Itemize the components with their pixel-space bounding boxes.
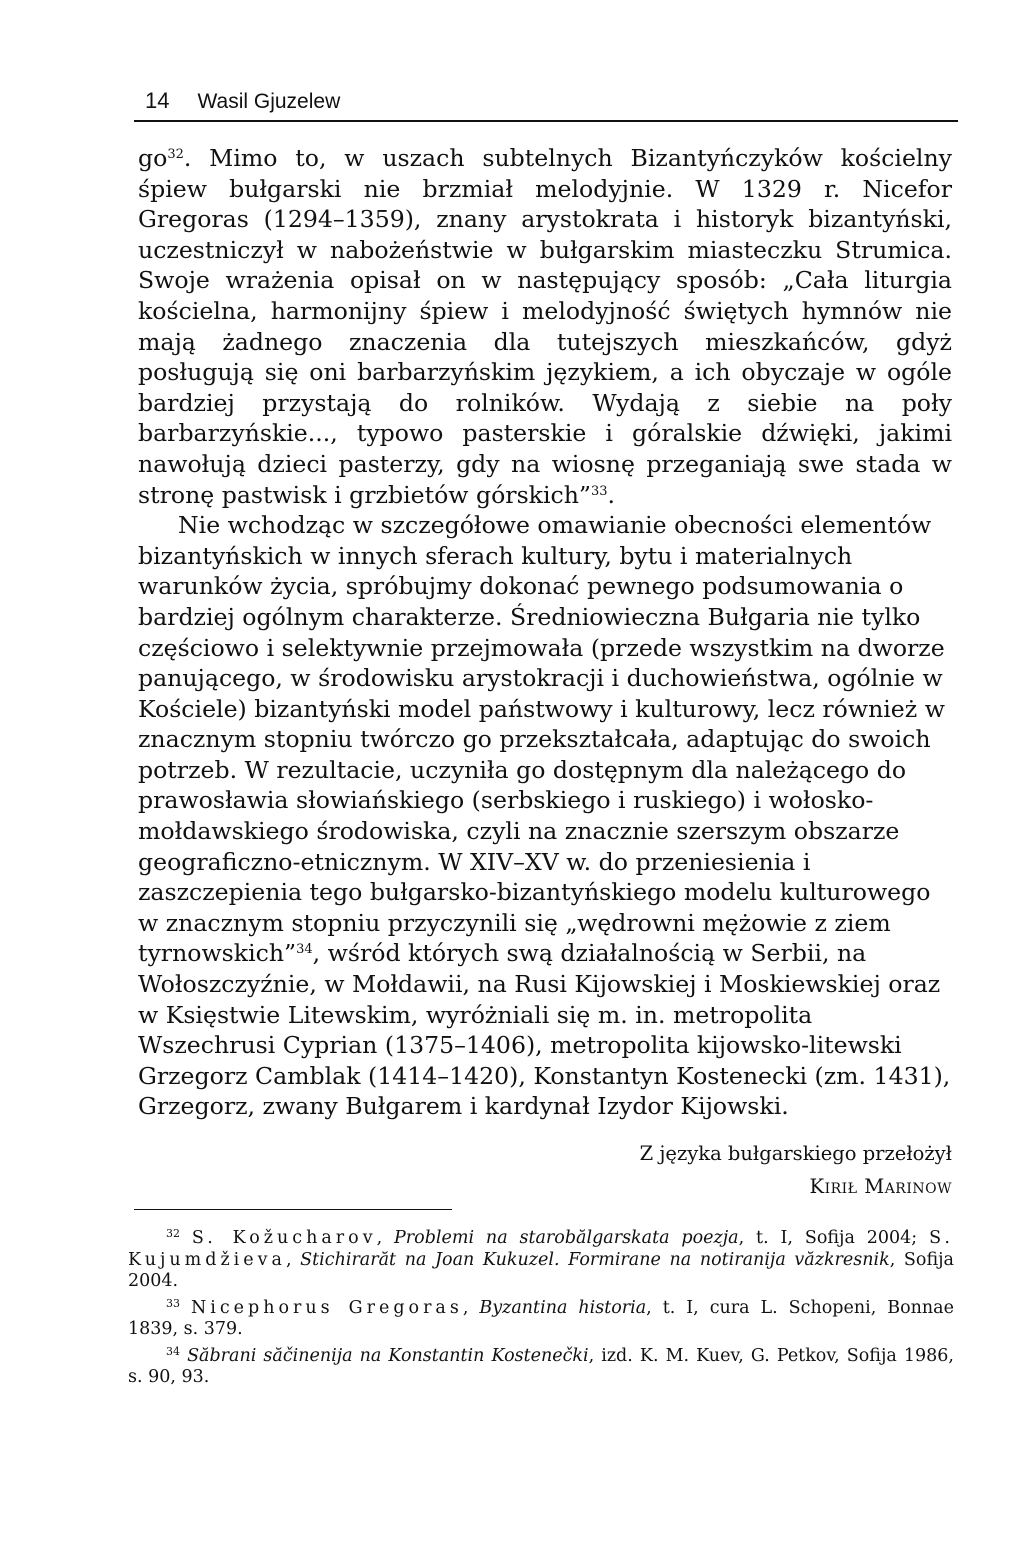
footnote-34 xyxy=(128,1346,954,1389)
header-rule xyxy=(134,120,958,122)
footnote-number: 34 xyxy=(166,1344,180,1358)
footnote-ref-32[interactable]: 32 xyxy=(167,147,184,162)
paragraph-2-text-cont: , wśród których swą działalnością w Serbii, na Wołoszczyźnie, w Mołdawii, na Rusi Kijowskiej i Moskiewskiej oraz w Księstwie Litewskim, wyróżniali się m. in. metropolita Wszechrusi Cyprian (1375–1406), metropolita kijowsko-litewski Grzegorz Camblak (1414–1420), Konstantyn Kostenecki (zm. 1431), Grzegorz, zwany Bułgarem i kardynał Izydor Kijowski. xyxy=(138,939,951,1121)
footnote-title: Problemi na starobălgarskata poezja xyxy=(394,1228,739,1248)
footnote-number: 32 xyxy=(166,1227,180,1240)
footnote-ref-34[interactable]: 34 xyxy=(296,942,313,958)
translator-credit xyxy=(640,1137,952,1203)
footnote-author: S. Kujumdžieva xyxy=(128,1228,954,1270)
paragraph-2 xyxy=(138,510,952,1122)
footnotes xyxy=(128,1228,954,1394)
footnote-title: Byzantina historia xyxy=(479,1297,647,1318)
translator-name: Kirił Marinow xyxy=(809,1175,952,1198)
footnote-rule xyxy=(134,1209,452,1210)
footnote-text: , izd. K. M. Kuev, G. Petkov, Sofija 1986, s. 90, 93. xyxy=(128,1345,954,1387)
paragraph-1-text: . Mimo to, w uszach subtelnych Bizantyńczyków kościelny śpiew bułgarski nie brzmiał melodyjnie. W 1329 r. Nicefor Gregoras (1294–1359), znany arystokrata i historyk bizantyński, uczestniczył w nabożeństwie w bułgarskim miasteczku Strumica. Swoje wrażenia opisał on w następujący sposób: „Cała liturgia kościelna, harmonijny śpiew i melodyjność świętych hymnów nie mają żadnego znaczenia dla tutejszych mieszkańców, gdyż posługują się oni barbarzyńskim językiem, a ich obyczaje w ogóle bardziej przystają do rolników. Wydają z siebie na poły barbarzyńskie..., typowo pasterskie i góralskie dźwięki, jakimi nawołują dzieci pasterzy, gdy na wiosnę przeganiają swe stada w stronę pastwisk i grzbietów górskich” xyxy=(138,144,952,509)
body-text xyxy=(138,143,952,1122)
page-number: 14 xyxy=(145,88,170,113)
footnote-33: $^{33}$ Nicephorus Gregoras, Byzantina historia, t. I, cura L. Schopeni, Bonnae 1839, s. 379. xyxy=(128,1296,954,1339)
footnote-title: Stichirarăt na Joan Kukuzel. Formirane na notiranija văzkresnik xyxy=(300,1249,890,1270)
running-head xyxy=(145,88,957,114)
translator-line: Z języka bułgarskiego przełożył xyxy=(639,1142,952,1165)
paragraph-2-text: Nie wchodząc w szczegółowe omawianie obecności elementów bizantyńskich w innych sferach kultury, bytu i materialnych warunków życia, spróbujmy dokonać pewnego podsumowania o bardziej ogólnym charakterze. Średniowieczna Bułgaria nie tylko częściowo i selektywnie przejmowała (przede wszystkim na dworze panującego, w środowisku arystokracji i duchowieństwa, ogólnie w Kościele) bizantyński model państwowy i kulturowy, lecz również w znacznym stopniu twórczo go przekształcała, adaptując do swoich potrzeb. W rezultacie, uczyniła go dostępnym dla należącego do prawosławia słowiańskiego (serbskiego i ruskiego) i wołosko-mołdawskiego środowiska, czyli na znacznie szerszym obszarze geograficzno-etnicznym. W XIV–XV w. do przeniesienia i zaszczepienia tego bułgarsko-bizantyńskiego modelu kulturowego w znacznym stopniu przyczynili się „wędrowni mężowie z ziem tyrnowskich” xyxy=(138,511,945,968)
running-head-author: Wasil Gjuzelew xyxy=(197,90,341,113)
footnote-number: 33 xyxy=(166,1296,180,1310)
footnote-32: $^{32}$ S. Kožucharov, Problemi na starobălgarskata poezja, t. I, Sofija 2004; S. Kujumdžieva, Stichirarăt na Joan Kukuzel. Formirane na notiranija văzkresnik, Sofija 2004. xyxy=(128,1227,954,1291)
footnote-text: , t. I, Sofija 2004; xyxy=(738,1228,930,1248)
footnote-title: Săbrani săčinenija na Konstantin Kostenečki xyxy=(187,1345,589,1366)
footnote-ref-33[interactable]: 33 xyxy=(591,483,608,499)
footnote-text: , t. I, cura L. Schopeni, Bonnae 1839, s. 379. xyxy=(128,1297,954,1339)
paragraph-1-start: go xyxy=(138,144,168,172)
footnote-author: Nicephorus Gregoras xyxy=(190,1297,463,1318)
footnote-author: S. Kožucharov xyxy=(191,1228,377,1248)
paragraph-1 xyxy=(138,143,952,510)
paragraph-1-end: . xyxy=(607,480,616,509)
footnote-text: , Sofija 2004. xyxy=(128,1249,954,1291)
